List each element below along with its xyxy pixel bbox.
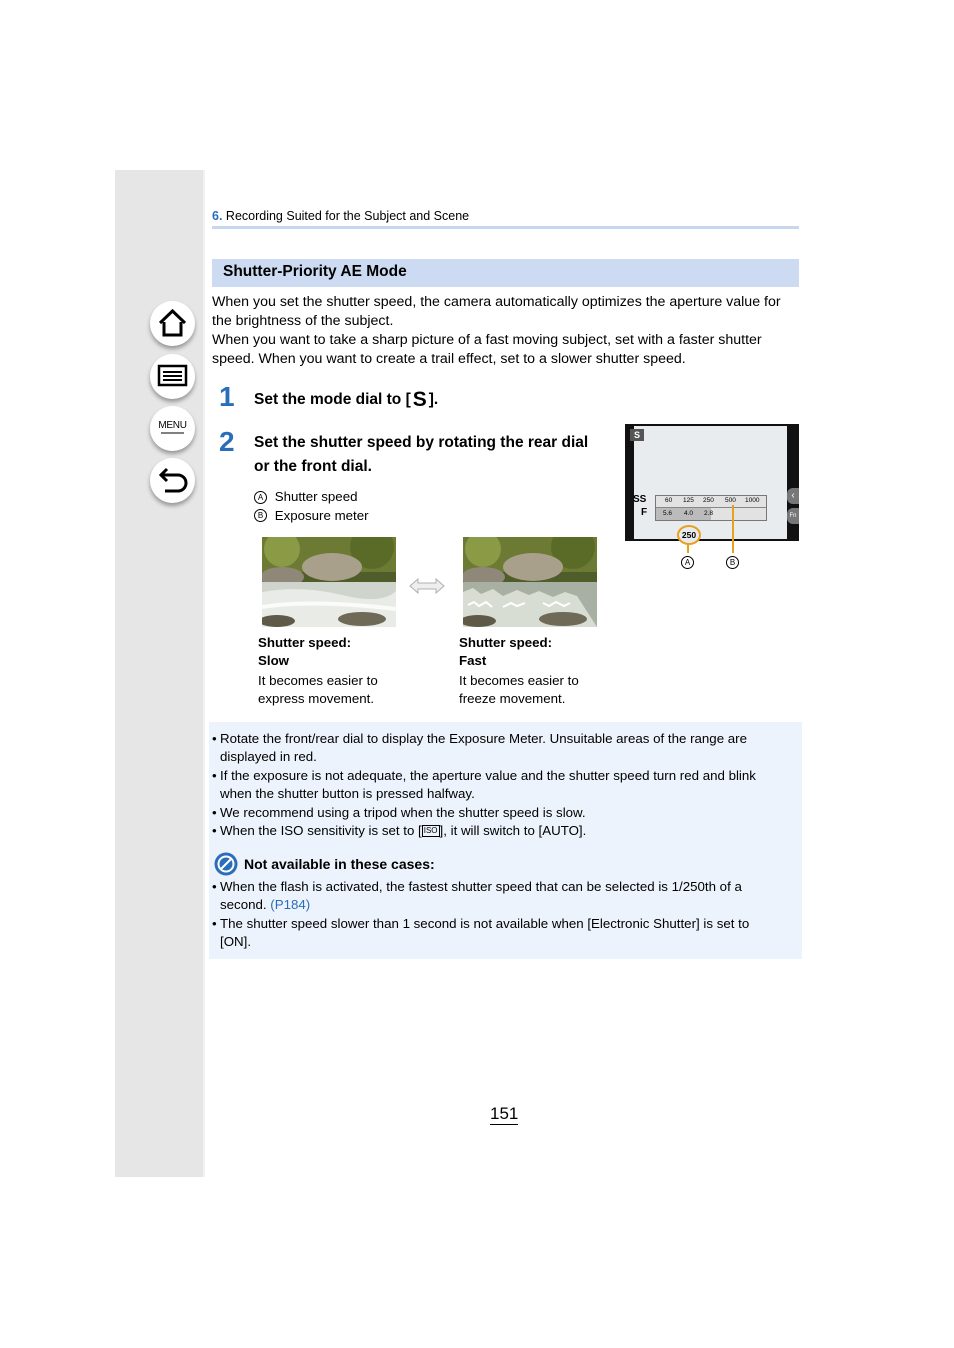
camera-screen-display [634, 426, 787, 539]
mode-badge: S [630, 429, 644, 441]
double-arrow-icon [408, 577, 446, 595]
caption-slow-title: Shutter speed: [258, 635, 352, 650]
intro-paragraph-2: When you want to take a sharp picture of a fast moving subject, set with a faster shutter speed. When you want to create a trail effect, set to a slower shutter speed. [212, 332, 762, 367]
step-2-line-2: or the front dial. [254, 458, 372, 475]
step-2-text [254, 431, 588, 479]
step-1-text-before: Set the mode dial to [ [254, 391, 411, 408]
caption-slow-value: Slow [258, 653, 290, 668]
note-1-line-1: Rotate the front/rear dial to display the Exposure Meter. Unsuitable areas of the range are [220, 731, 748, 746]
not-available-item: • The shutter speed slower than 1 second is not available when [Electronic Shutter] is set to [ON]. [212, 915, 787, 952]
menu-underline-icon [150, 406, 195, 451]
menu-button[interactable] [150, 406, 195, 451]
caption-slow-desc-1: It becomes easier to [258, 673, 378, 688]
f-scale-2-8: 2.8 [704, 510, 714, 517]
note-item: • When the ISO sensitivity is set to [ ISO ], it will switch to [AUTO]. [212, 822, 787, 840]
not-available-2-line-2: [ON]. [220, 934, 252, 950]
f-scale-4-0: 4.0 [684, 510, 694, 517]
step-2-number: 2 [219, 426, 235, 457]
f-scale-5-6: 5.6 [663, 510, 673, 517]
breadcrumb [212, 209, 469, 223]
home-button[interactable] [150, 301, 195, 346]
callout-marker-a: A [254, 491, 267, 504]
callout-label-a: Shutter speed [274, 489, 358, 504]
ss-scale-500: 500 [725, 497, 736, 504]
breadcrumb-chapter-number: 6. [212, 209, 223, 223]
step-1-text [254, 386, 438, 412]
not-available-1-line-1: When the flash is activated, the fastest shutter speed that can be selected is 1/250th of a [220, 879, 742, 894]
not-available-icon [213, 851, 239, 877]
note-item: • We recommend using a tripod when the shutter speed is slow. [212, 804, 787, 822]
note-3-line-1: We recommend using a tripod when the shutter speed is slow. [220, 805, 586, 820]
not-available-title: Not available in these cases: [244, 856, 435, 872]
callout-line-a [687, 543, 689, 553]
callout-legend-a [254, 488, 369, 507]
iso-auto-icon: ISO [423, 826, 438, 836]
exposure-meter [655, 495, 767, 521]
note-2-line-2: when the shutter button is pressed halfway. [220, 786, 475, 802]
note-1-line-2: displayed in red. [220, 749, 317, 765]
not-available-2-line-1: The shutter speed slower than 1 second is not available when [Electronic Shutter] is set to [220, 916, 750, 931]
step-1-number: 1 [219, 381, 235, 412]
section-title: Shutter-Priority AE Mode [223, 263, 407, 280]
ss-label: SS [633, 494, 647, 505]
ss-scale-60: 60 [665, 497, 673, 504]
header-divider [212, 226, 799, 229]
caption-fast-title: Shutter speed: [459, 635, 553, 650]
breadcrumb-chapter-title: Recording Suited for the Subject and Scene [222, 209, 470, 223]
not-available-1-line-2 [212, 896, 787, 914]
sidebar-divider [203, 170, 205, 1177]
list-icon [150, 354, 195, 399]
screen-marker-b: B [726, 556, 739, 569]
caption-slow-desc-2: express movement. [258, 691, 375, 706]
ss-scale-1000: 1000 [745, 497, 760, 504]
page-number: 151 [490, 1104, 519, 1123]
caption-fast-desc-2: freeze movement. [459, 691, 566, 706]
side-arrow-icon[interactable]: ‹ [787, 488, 799, 504]
caption-fast [459, 634, 579, 708]
callout-label-b: Exposure meter [274, 507, 369, 523]
note-4-text-after: ], it will switch to [AUTO]. [439, 823, 587, 838]
note-4-line-1 [212, 822, 787, 840]
shutter-mode-s-icon: S [412, 388, 427, 411]
caption-fast-desc-1: It becomes easier to [459, 673, 579, 688]
step-2-line-1: Set the shutter speed by rotating the rear dial [254, 434, 589, 451]
menu-label: MENU [158, 420, 187, 431]
home-icon [150, 301, 195, 346]
exposure-meter-scale-line [656, 507, 766, 508]
back-arrow-icon [150, 458, 195, 503]
photo-slow-shutter [262, 537, 396, 627]
caption-fast-value: Fast [459, 653, 487, 668]
fn-tab[interactable]: Fn [787, 508, 799, 524]
back-button[interactable] [150, 458, 195, 503]
callout-line-b [732, 505, 734, 553]
f-label: F [641, 507, 648, 518]
ss-scale-250: 250 [703, 497, 714, 504]
not-available-1-text: second. [220, 897, 271, 913]
intro-text [212, 293, 802, 369]
camera-screen [625, 424, 799, 541]
note-4-text-before: When the ISO sensitivity is set to [ [220, 823, 422, 838]
current-shutter-value: 250 [677, 525, 701, 545]
callout-legend [254, 488, 369, 525]
page-link-p184[interactable]: (P184) [270, 897, 311, 913]
photo-fast-shutter [463, 537, 597, 627]
note-item: • If the exposure is not adequate, the aperture value and the shutter speed turn red and blink when the shutter button is pressed halfway. [212, 767, 787, 804]
callout-marker-b: B [254, 509, 267, 522]
contents-button[interactable] [150, 354, 195, 399]
screen-marker-a: A [681, 556, 694, 569]
caption-slow [258, 634, 378, 708]
step-1-text-after: ]. [428, 391, 439, 408]
intro-paragraph-1: When you set the shutter speed, the camera automatically optimizes the aperture value for the brightness of the subject. [212, 294, 781, 329]
note-2-line-1: If the exposure is not adequate, the aperture value and the shutter speed turn red and blink [220, 768, 756, 783]
not-available-item: • When the flash is activated, the fastest shutter speed that can be selected is 1/250th of a second. (P184) [212, 878, 787, 915]
note-item: • Rotate the front/rear dial to display the Exposure Meter. Unsuitable areas of the range are displayed in red. [212, 730, 787, 767]
callout-legend-b [254, 507, 369, 526]
ss-scale-125: 125 [683, 497, 694, 504]
